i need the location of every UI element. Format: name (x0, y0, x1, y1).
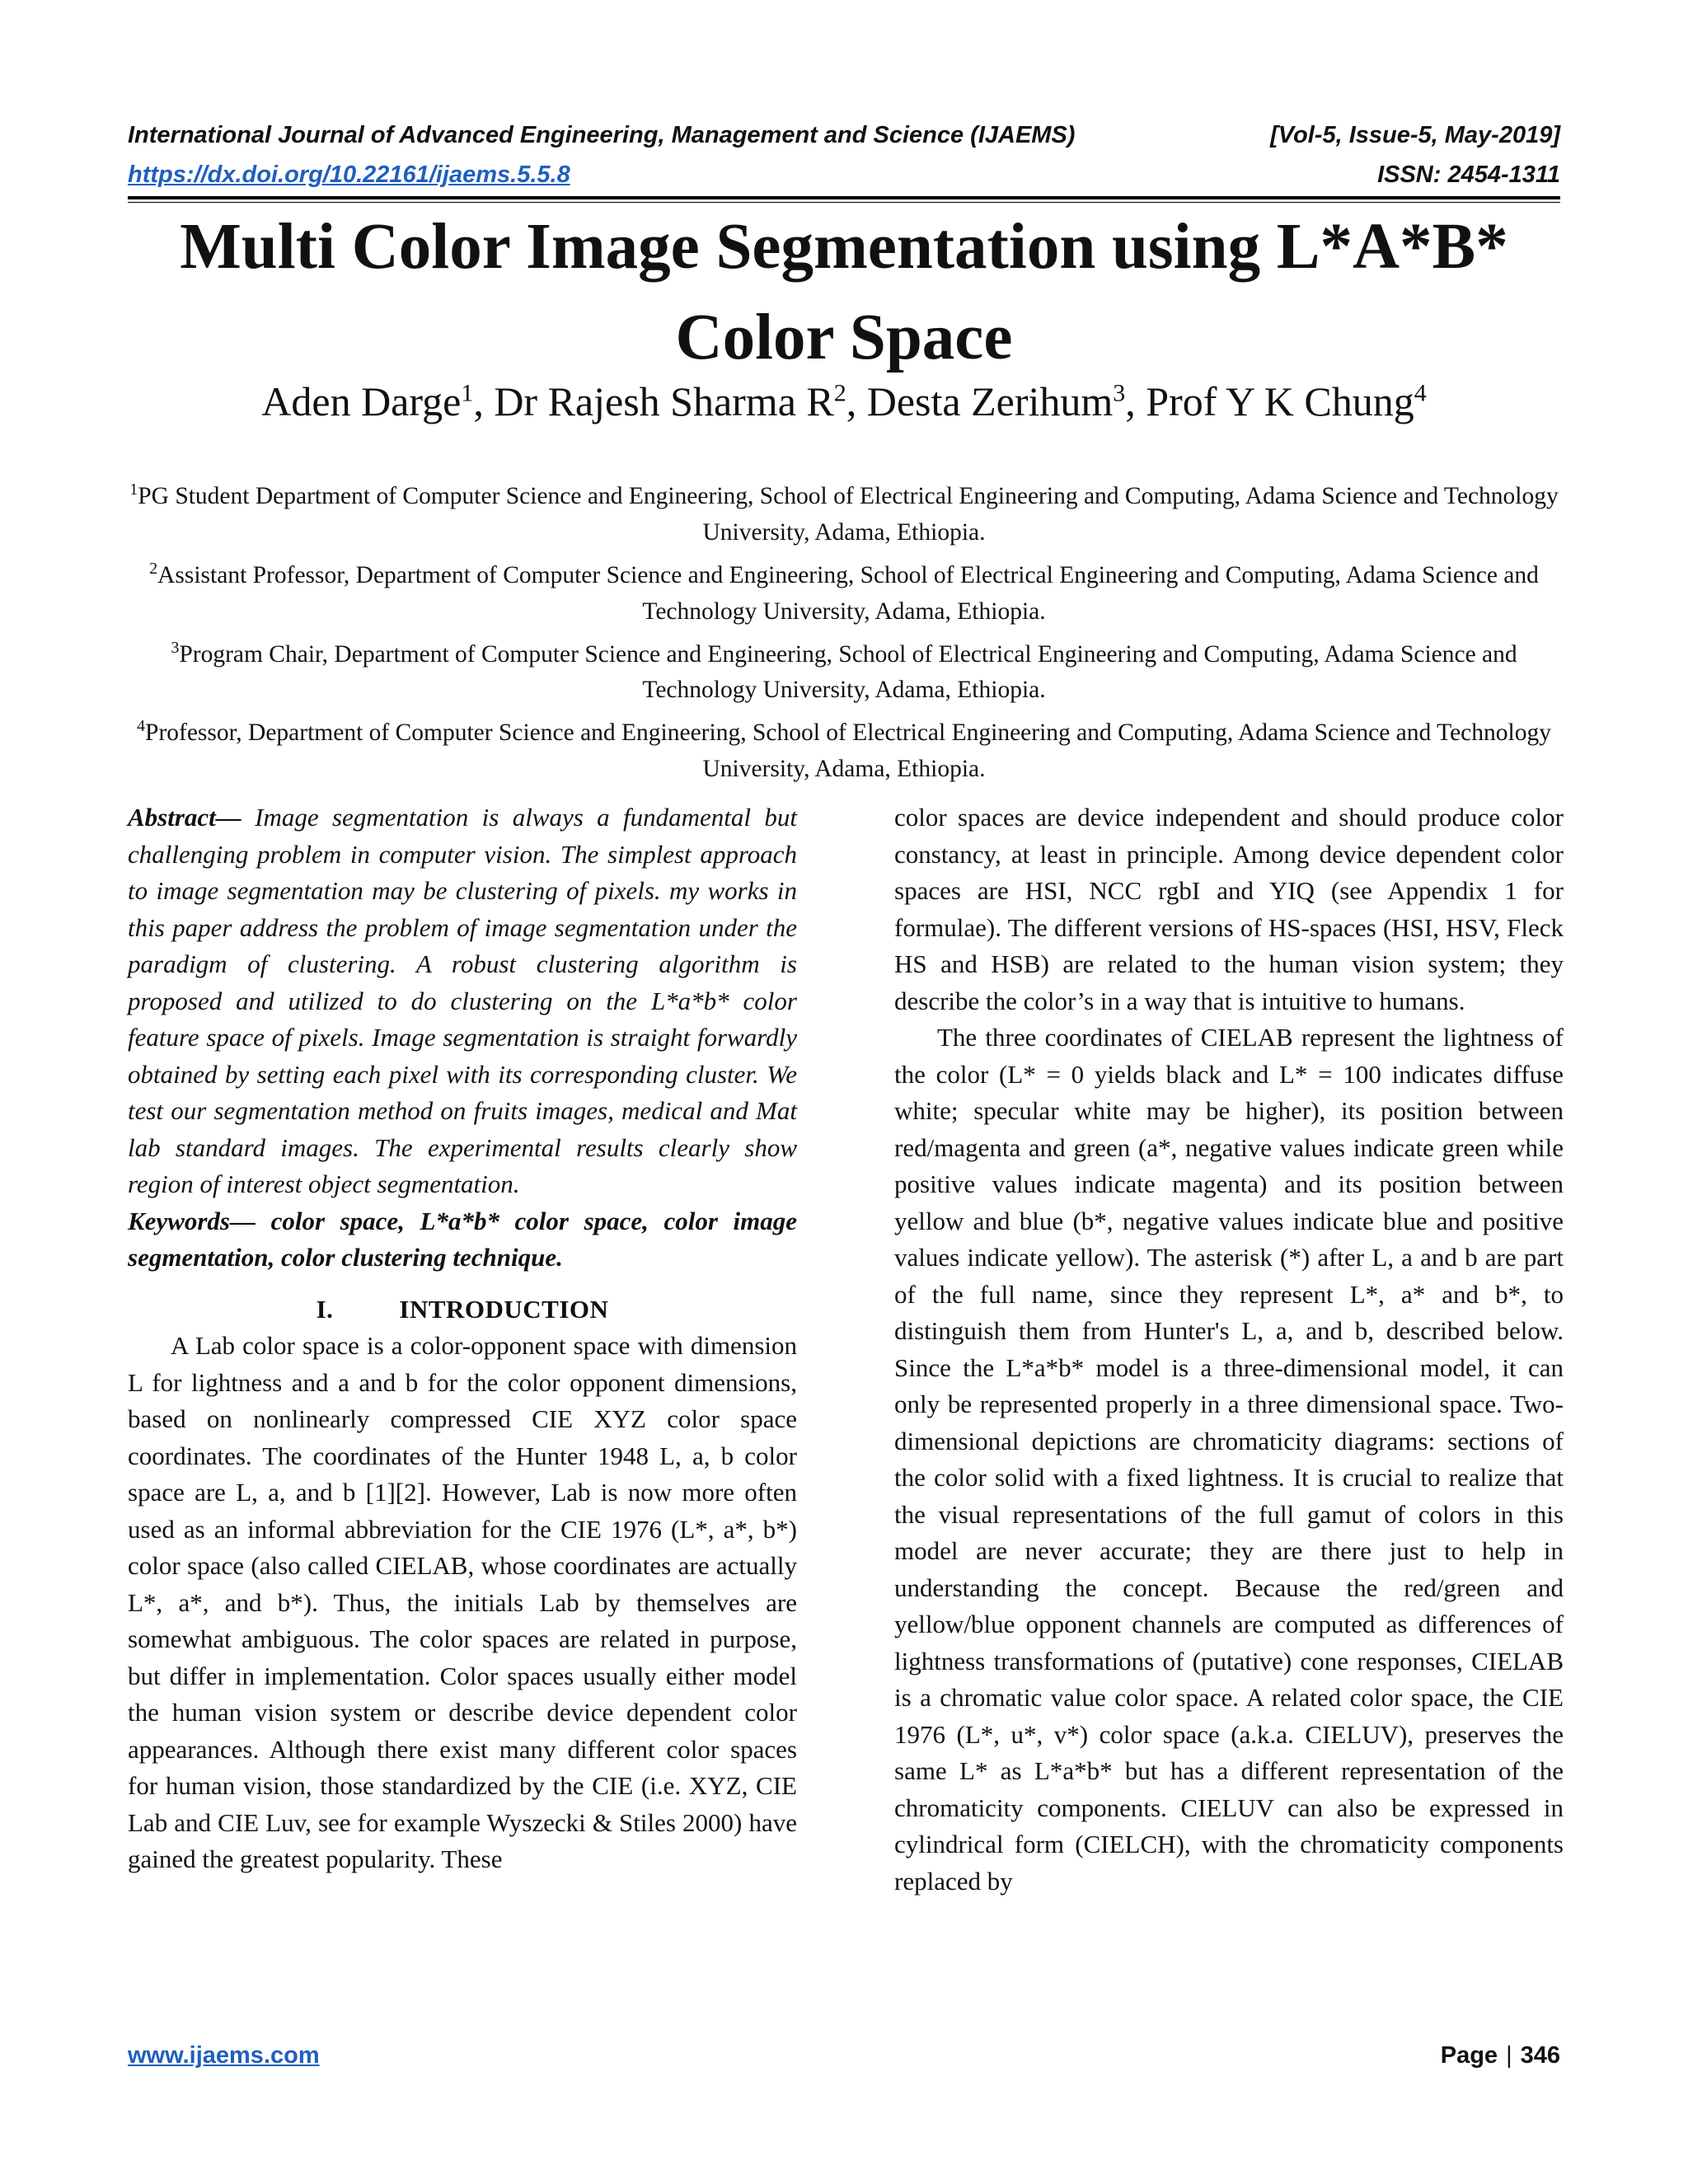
keywords: Keywords— color space, L*a*b* color space, color image segmentation, color clustering technique. (128, 1206, 797, 1272)
abstract-label: Abstract— (128, 803, 241, 832)
doi-link[interactable]: https://dx.doi.org/10.22161/ijaems.5.5.8 (128, 162, 570, 188)
section-number: I. (316, 1294, 334, 1324)
affiliation: $^4$Professor, Department of Computer Science and Engineering, School of Electrical Engineering and Computing, Adama Science and Technology University, Adama, Ethiopia. (137, 717, 1551, 783)
author-name: Prof Y K Chung (1146, 378, 1414, 424)
author-sup: 4 (1414, 379, 1427, 407)
title-line-2: Color Space (675, 302, 1013, 373)
abstract (128, 799, 797, 1203)
paper-title (82, 202, 1606, 383)
author-sup: 2 (833, 379, 846, 407)
right-column (894, 799, 1564, 1900)
author-list: Aden Darge$^1$, Dr Rajesh Sharma $R^2$, Desta Zerihum$^3$, Prof Y K Chung$^4$ (261, 378, 1427, 424)
author-name: Dr Rajesh Sharma R (494, 378, 834, 424)
affiliation: $^1$PG Student Department of Computer Science and Engineering, School of Electrical Engineering and Computing, Adama Science and Technology University, Adama, Ethiopia. (129, 480, 1559, 546)
author-name: Desta Zerihum (866, 378, 1114, 424)
body-paragraph: color spaces are device independent and should produce color constancy, at least in principle. Among device dependent color spaces are HSI, NCC rgbI and YIQ (see Appendix 1 for formulae). The different versions of HS-spaces (HSI, HSV, Fleck HS and HSB) are related to the human vision system; they describe the color’s in a way that is intuitive to humans. (894, 803, 1564, 1015)
affiliations (120, 471, 1568, 787)
journal-name: International Journal of Advanced Engineering, Management and Science (IJAEMS) (128, 122, 1076, 148)
body-paragraph: The three coordinates of CIELAB represent the lightness of the color (L* = 0 yields black and L* = 100 indicates diffuse white; specular white may be higher), its position between red/magenta and green (a*, negative values indicate green while positive values indicate magenta) and its position between yellow and blue (b*, negative values indicate blue and positive values indicate yellow). The asterisk (*) after L, a and b are part of the full name, since they represent L*, a* and b*, to distinguish them from Hunter's L, a, and b, described below. Since the L*a*b* model is a three-dimensional model, it can only be represented properly in a three dimensional space. Two-dimensional depictions are chromaticity diagrams: sections of the color solid with a fixed lightness. It is crucial to realize that the visual representations of the full gamut of colors in this model are never accurate; they are there just to help in understanding the concept. Because the red/green and yellow/blue opponent channels are computed as differences of lightness transformations of (putative) cone responses, CIELAB is a chromatic value color space. A related color space, the CIE 1976 (L*, u*, v*) color space (a.k.a. CIELUV), preserves the same L* as L*a*b* but has a different representation of the chromaticity components. CIELUV can also be expressed in cylindrical form (CIELCH), with the chromaticity components replaced by (894, 1023, 1564, 1896)
page-number: Page | 346 (1440, 2042, 1560, 2069)
author-sup: 3 (1113, 379, 1126, 407)
website-link[interactable]: www.ijaems.com (128, 2042, 320, 2069)
affiliation: $^2$Assistant Professor, Department of Computer Science and Engineering, School of Electrical Engineering and Computing, Adama Science and Technology University, Adama, Ethiopia. (149, 559, 1539, 625)
issn: ISSN: 2454-1311 (1377, 162, 1560, 188)
author-name: Aden Darge (261, 378, 462, 424)
section-heading (128, 1291, 797, 1329)
intro-paragraph: A Lab color space is a color-opponent space with dimension L for lightness and a and b for the color opponent dimensions, based on nonlinearly compressed CIE XYZ color space coordinates. The coordinates of the Hunter 1948 L, a, b color space are L, a, and b [1][2]. However, Lab is now more often used as an informal abbreviation for the CIE 1976 (L*, a*, b*) color space (also called CIELAB, whose coordinates are actually L*, a*, and b*). Thus, the initials Lab by themselves are somewhat ambiguous. The color spaces are related in purpose, but differ in implementation. Color spaces usually either model the human vision system or describe device dependent color appearances. Although there exist many different color spaces for human vision, those standardized by the CIE (i.e. XYZ, CIE Lab and CIE Luv, see for example Wyszecki & Stiles 2000) have gained the greatest popularity. These (128, 1331, 797, 1873)
section-title: INTRODUCTION (399, 1294, 609, 1324)
title-line-1: Multi Color Image Segmentation using L*A*B* (180, 211, 1508, 283)
abstract-text: Image segmentation is always a fundamental but challenging problem in computer vision. The simplest approach to image segmentation may be clustering of pixels. my works in this paper address the problem of image segmentation under the paradigm of clustering. A robust clustering algorithm is proposed and utilized to do clustering on the L*a*b* color feature space of pixels. Image segmentation is straight forwardly obtained by setting each pixel with its corresponding cluster. We test our segmentation method on fruits images, medical and Mat lab standard images. The experimental results clearly show region of interest object segmentation. (128, 803, 797, 1198)
affiliation: $^3$Program Chair, Department of Computer Science and Engineering, School of Electrical Engineering and Computing, Adama Science and Technology University, Adama, Ethiopia. (171, 638, 1517, 704)
volume-info: [Vol-5, Issue-5, May-2019] (1270, 122, 1560, 148)
left-column (128, 799, 797, 1878)
author-sup: 1 (461, 379, 474, 407)
